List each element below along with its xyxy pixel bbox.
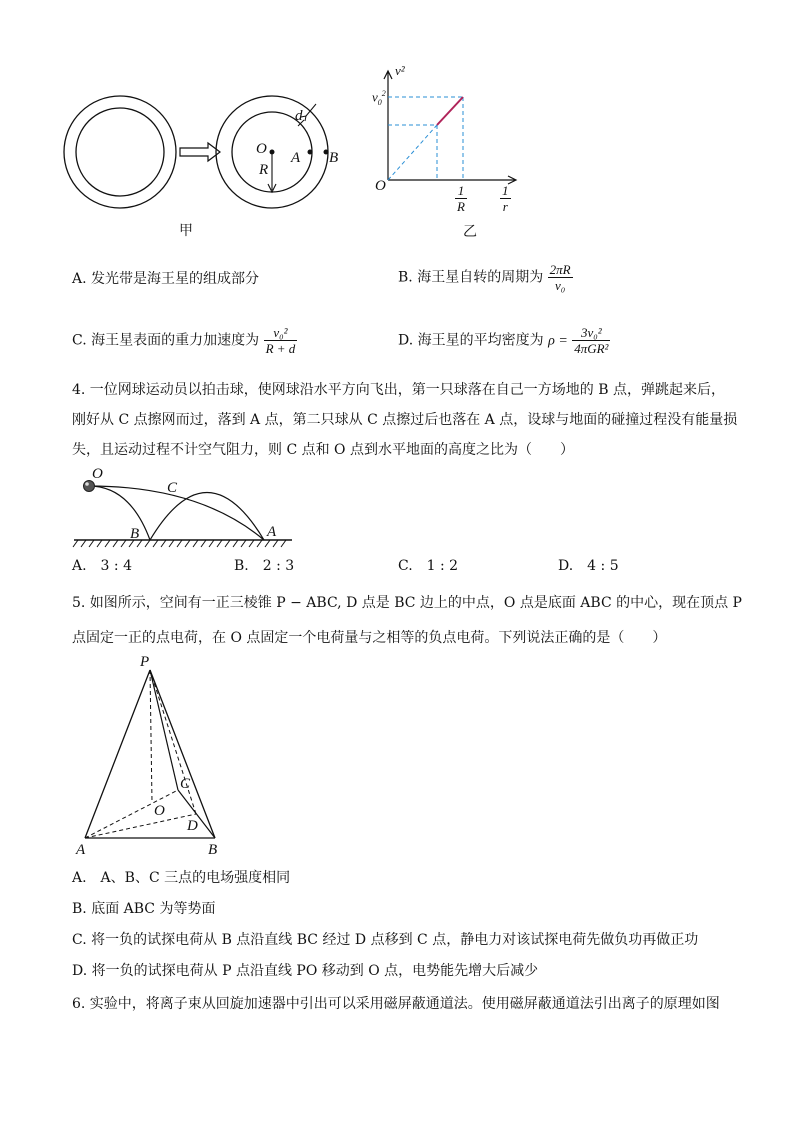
figure-tennis: [70, 470, 300, 550]
q5-line-1: 5. 如图所示，空间有一正三棱锥 P − ABC, D 点是 BC 边上的中点，O 点是底面 ABC 的中心，现在顶点 P: [72, 595, 742, 611]
graph-x-1-over-R: $\frac{1}{R}$: [457, 183, 465, 214]
graph-v0-label: $v_0^2$: [372, 89, 386, 107]
q4-option-a: A. 3 : 4: [72, 558, 132, 574]
q5-option-a: A. A、B、C 三点的电场强度相同: [72, 870, 291, 886]
q4-line-3: 失，且运动过程不计空气阻力，则 C 点和 O 点到水平地面的高度之比为（ ）: [72, 442, 574, 458]
q4-option-d: D. 4 : 5: [558, 558, 619, 574]
label-A-ring: A: [291, 150, 301, 166]
label-B-ring: B: [329, 150, 339, 166]
q3-option-c: C. 海王星表面的重力加速度为 $\frac{\text{v₀²}}{R + d}$: [72, 325, 296, 356]
pyramid-label-A: A: [76, 842, 86, 858]
tennis-label-A: A: [267, 524, 277, 540]
q6-line-1: 6. 实验中，将离子束从回旋加速器中引出可以采用磁屏蔽通道法。使用磁屏蔽通道法引出离子的原理如图: [72, 996, 720, 1012]
q3-option-d: D. 海王星的平均密度为 ρ = $\frac{\text{3v₀²}}{\text{4πGR²}}$: [398, 325, 609, 356]
figure-yi-graph: [370, 62, 530, 192]
q4-line-2: 刚好从 C 点擦网而过，落到 A 点，第二只球从 C 点擦过后也落在 A 点，设球与地面的碰撞过程没有能量损: [72, 412, 738, 428]
pyramid-label-P: P: [140, 654, 150, 670]
tennis-label-B: B: [130, 526, 140, 542]
label-R-ring: R: [259, 162, 269, 178]
q3-option-a: A. 发光带是海王星的组成部分: [72, 271, 260, 287]
q4-option-b: B. 2 : 3: [234, 558, 295, 574]
graph-origin: O: [375, 178, 386, 194]
q4-line-1: 4. 一位网球运动员以拍击球，使网球沿水平方向飞出，第一只球落在自己一方场地的 B 点，弹跳起来后，: [72, 382, 725, 398]
graph-ylabel: v²: [395, 63, 405, 78]
label-O-ring: O: [256, 141, 267, 157]
pyramid-label-D: D: [187, 818, 198, 834]
q4-option-c: C. 1 : 2: [398, 558, 459, 574]
pyramid-label-C: C: [180, 776, 191, 792]
q3-option-b: B. 海王星自转的周期为 $\frac{2\pi R}{\text{v₀}}$: [398, 262, 571, 293]
tennis-label-C: C: [167, 480, 178, 496]
caption-yi: 乙: [463, 224, 477, 240]
figure-jia: [60, 90, 360, 240]
graph-x-1-over-r: $\frac{1}{r}$: [502, 183, 509, 214]
q5-option-b: B. 底面 ABC 为等势面: [72, 901, 216, 917]
q5-option-c: C. 将一负的试探电荷从 B 点沿直线 BC 经过 D 点移到 C 点，静电力对该试探电荷先做负功再做正功: [72, 932, 699, 948]
label-d-ring: d: [295, 108, 303, 124]
tennis-label-O: O: [92, 466, 103, 482]
figure-pyramid: [70, 660, 230, 850]
pyramid-label-B: B: [208, 842, 218, 858]
pyramid-label-O: O: [154, 803, 165, 819]
q5-line-2: 点固定一正的点电荷，在 O 点固定一个电荷量与之相等的负点电荷。下列说法正确的是（ ）: [72, 630, 667, 646]
caption-jia: 甲: [179, 223, 193, 239]
q5-option-d: D. 将一负的试探电荷从 P 点沿直线 PO 移动到 O 点，电势能先增大后减少: [72, 963, 539, 979]
